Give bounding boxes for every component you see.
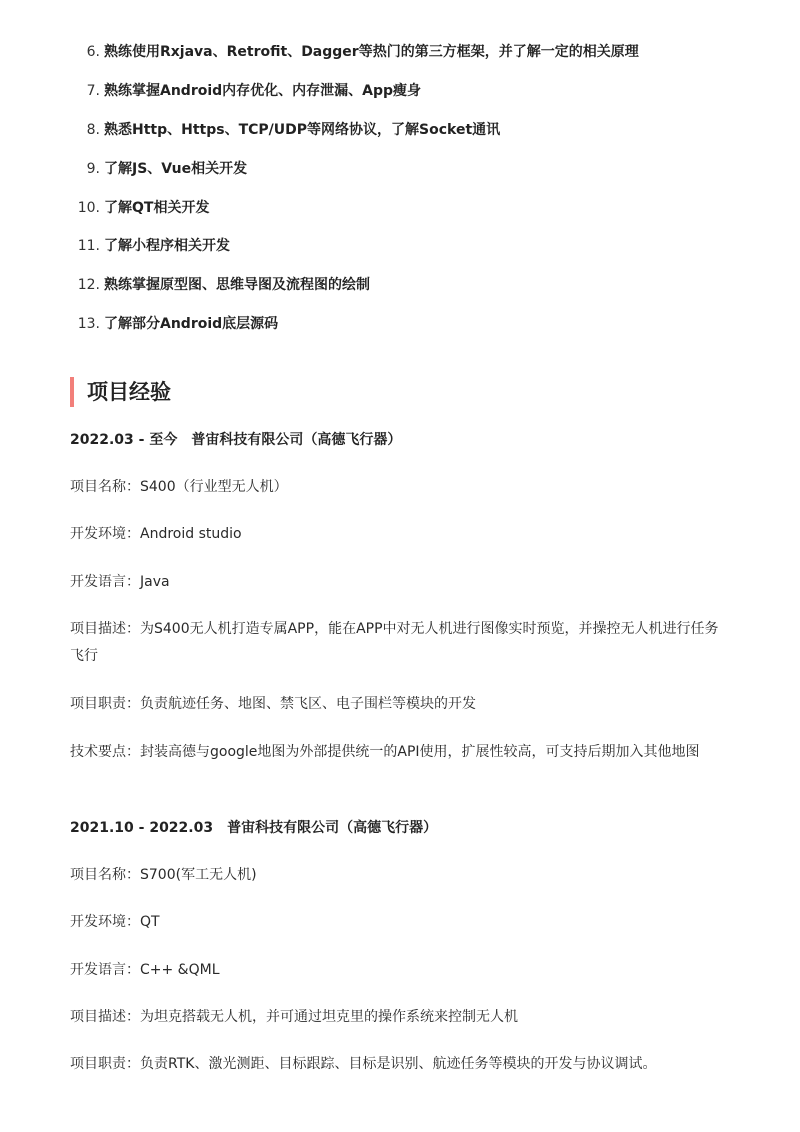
skill-item (0, 196, 800, 220)
skill-number: 13. (77, 316, 100, 332)
project-duty: 项目职责：负责航迹任务、地图、禁飞区、电子围栏等模块的开发 (70, 696, 476, 712)
project-period: 2021.10 - 2022.03 (70, 820, 214, 836)
skill-text: 了解QT相关开发 (104, 200, 210, 216)
project-header (70, 816, 437, 840)
skill-item (0, 312, 800, 336)
project-env: 开发环境：QT (70, 914, 160, 930)
skill-text: 了解小程序相关开发 (104, 238, 230, 254)
project-company: 普宙科技有限公司（高德飞行器） (191, 432, 402, 448)
skill-number: 7. (86, 83, 100, 99)
project-env: 开发环境：Android studio (70, 526, 242, 542)
skill-text: 熟练掌握原型图、思维导图及流程图的绘制 (104, 277, 370, 293)
section-title: 项目经验 (87, 380, 171, 404)
project-tech: 技术要点：封装高德与google地图为外部提供统一的API使用，扩展性较高，可支持后期加入其他地图 (70, 744, 700, 760)
project-lang: 开发语言：C++ &QML (70, 962, 220, 978)
skill-item (0, 234, 800, 258)
project-duty: 项目职责：负责RTK、激光测距、目标跟踪、目标是识别、航迹任务等模块的开发与协议调试。 (70, 1056, 657, 1072)
skill-text: 了解JS、Vue相关开发 (104, 161, 248, 177)
skill-item (0, 157, 800, 181)
skill-number: 11. (77, 238, 100, 254)
project-name: 项目名称：S700(军工无人机) (70, 867, 257, 883)
skill-number: 9. (86, 161, 100, 177)
skill-item (0, 79, 800, 103)
project-name: 项目名称：S400（行业型无人机） (70, 479, 288, 495)
project-desc: 项目描述：为坦克搭载无人机，并可通过坦克里的操作系统来控制无人机 (70, 1009, 518, 1025)
skill-item (0, 40, 800, 64)
project-period: 2022.03 - 至今 (70, 432, 178, 448)
skill-item (0, 118, 800, 142)
project-header (70, 428, 401, 452)
skill-number: 8. (86, 122, 100, 138)
skill-text: 熟练使用Rxjava、Retrofit、Dagger等热门的第三方框架，并了解一定的相关原理 (104, 44, 639, 60)
skill-item (0, 273, 800, 297)
project-company: 普宙科技有限公司（高德飞行器） (227, 820, 438, 836)
heading-accent-bar (70, 377, 74, 407)
skill-number: 10. (77, 200, 100, 216)
skill-text: 熟悉Http、Https、TCP/UDP等网络协议，了解Socket通讯 (104, 122, 501, 138)
skill-text: 了解部分Android底层源码 (104, 316, 279, 332)
project-lang: 开发语言：Java (70, 574, 170, 590)
project-desc: 项目描述：为S400无人机打造专属APP，能在APP中对无人机进行图像实时预览，并操控无人机进行任务飞行 (70, 621, 719, 664)
skill-number: 12. (77, 277, 100, 293)
skill-number: 6. (86, 44, 100, 60)
skill-text: 熟练掌握Android内存优化、内存泄漏、App瘦身 (104, 83, 422, 99)
